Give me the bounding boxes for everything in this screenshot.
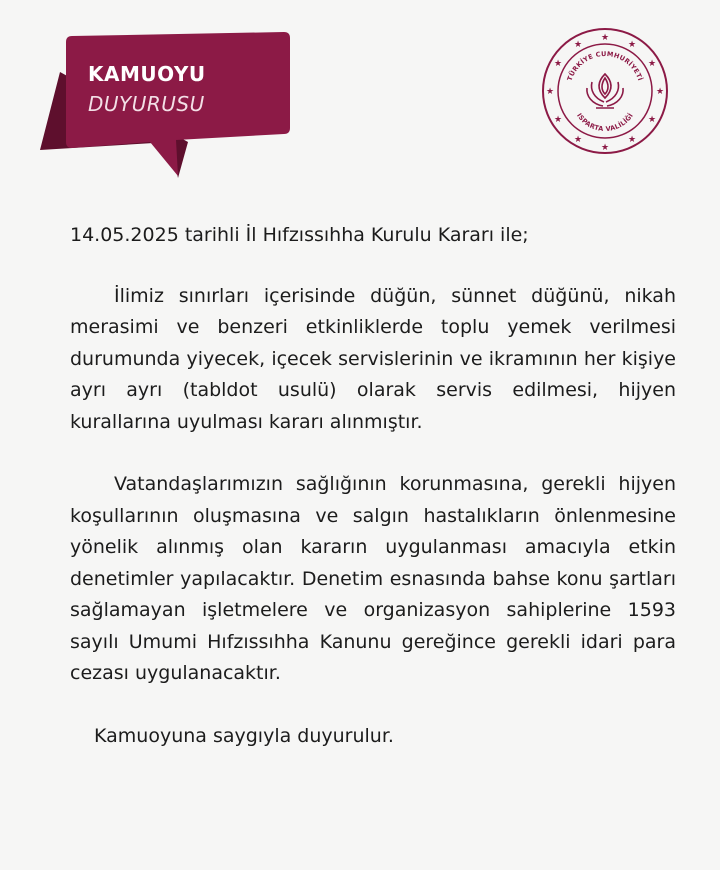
seal-top-text: TÜRKİYE CUMHURİYETİ <box>565 49 645 82</box>
decision-paragraph: İlimiz sınırları içerisinde düğün, sünnet düğünü, nikah merasimi ve benzeri etkinliklerde toplu yemek verilmesi durumunda yiyecek, içecek servislerinin ve ikramının her kişiye ayrı ayrı (tabldot usulü) olarak servis edilmesi, hijyen kurallarına uyulması kararı alınmıştır. <box>70 284 676 433</box>
announcement-body <box>70 220 676 752</box>
svg-text:★: ★ <box>600 33 610 43</box>
svg-text:★: ★ <box>553 59 563 69</box>
svg-text:★: ★ <box>553 115 563 125</box>
svg-text:★: ★ <box>627 40 637 50</box>
seal-bottom-text: ISPARTA VALİLİĞİ <box>575 111 635 134</box>
announcement-banner <box>0 0 300 190</box>
tulip-emblem-icon <box>587 74 623 108</box>
svg-text:★: ★ <box>647 115 657 125</box>
intro-line: 14.05.2025 tarihli İl Hıfzıssıhha Kurulu Kararı ile; <box>70 224 529 246</box>
svg-text:★: ★ <box>647 59 657 69</box>
governorship-seal <box>540 26 670 156</box>
svg-text:TÜRKİYE CUMHURİYETİ <box>566 50 646 82</box>
inspection-paragraph: Vatandaşlarımızın sağlığının korunmasına, gerekli hijyen koşullarının oluşmasına ve salgın hastalıkların önlenmesine yönelik alınmış olan kararın uygulanması amacıyla etkin denetimler yapılacaktır. Denetim esnasında bahse konu şartları sağlamayan işletmelere ve organizasyon sahiplerine 1593 sayılı Umumi Hıfzıssıhha Kanunu gereğince gerekli idari para cezası uygulanacaktır. <box>70 473 676 684</box>
svg-text:★: ★ <box>573 135 583 145</box>
svg-text:★: ★ <box>627 135 637 145</box>
banner-title: KAMUOYU <box>88 62 206 86</box>
closing-line: Kamuoyuna saygıyla duyurulur. <box>94 724 394 747</box>
svg-text:★: ★ <box>573 40 583 50</box>
svg-text:★: ★ <box>655 87 665 97</box>
svg-text:★: ★ <box>600 143 610 153</box>
svg-text:★: ★ <box>545 87 555 97</box>
svg-text:ISPARTA VALİLİĞİ <box>575 111 635 133</box>
banner-subtitle: DUYURUSU <box>88 92 205 116</box>
